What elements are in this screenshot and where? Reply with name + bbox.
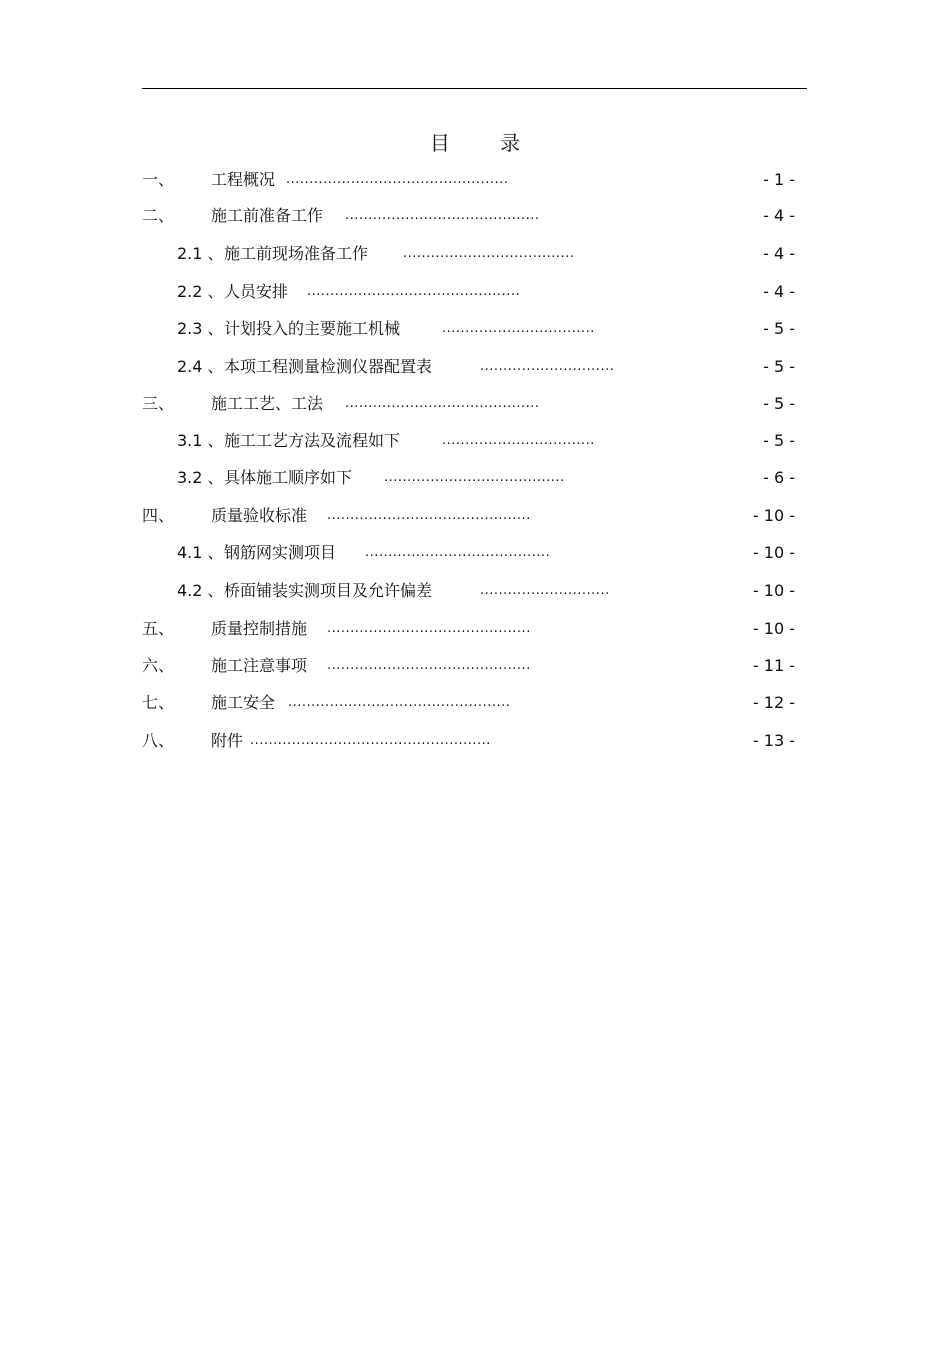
toc-entry[interactable] xyxy=(142,318,802,340)
toc-leader-dots: ................................. xyxy=(442,433,595,448)
toc-leader-dots: .............................................. xyxy=(307,284,521,299)
toc-entry-number: 八、 xyxy=(142,731,175,750)
toc-entry-number: 4.1 、 xyxy=(177,543,224,562)
toc-entry-number: 三、 xyxy=(142,394,175,413)
toc-entry-page: - 4 - xyxy=(763,282,795,301)
toc-leader-dots: .......................................... xyxy=(345,208,540,223)
toc-entry[interactable] xyxy=(142,655,802,677)
toc-entry-page: - 4 - xyxy=(763,244,795,263)
toc-entry-label: 桥面铺装实测项目及允许偏差 xyxy=(224,581,433,600)
toc-entry[interactable] xyxy=(142,730,802,752)
toc-leader-dots: ....................................... xyxy=(384,470,565,485)
toc-entry-page: - 12 - xyxy=(752,693,795,712)
toc-title: 目 录 xyxy=(429,131,543,155)
toc-entry-number: 二、 xyxy=(142,206,175,225)
toc-entry-label: 质量验收标准 xyxy=(211,506,308,525)
toc-entry-number: 2.1 、 xyxy=(177,244,224,263)
toc-entry-label: 钢筋网实测项目 xyxy=(224,543,337,562)
toc-entry-page: - 5 - xyxy=(763,319,795,338)
toc-leader-dots: ............................ xyxy=(480,583,610,598)
toc-entry-label: 工程概况 xyxy=(211,170,276,189)
toc-entry-label: 质量控制措施 xyxy=(211,619,308,638)
toc-entry[interactable] xyxy=(142,430,802,452)
toc-entry-number: 五、 xyxy=(142,619,175,638)
toc-entry-page: - 4 - xyxy=(763,206,795,225)
toc-entry-number: 3.2 、 xyxy=(177,468,224,487)
toc-entry-page: - 6 - xyxy=(763,468,795,487)
toc-leader-dots: ........................................ xyxy=(365,545,551,560)
toc-entry-page: - 13 - xyxy=(752,731,795,750)
toc-entry-label: 施工注意事项 xyxy=(211,656,308,675)
toc-leader-dots: ............................................ xyxy=(327,508,531,523)
toc-entry-page: - 5 - xyxy=(763,357,795,376)
toc-leader-dots: ................................................ xyxy=(286,172,509,187)
toc-leader-dots: ................................. xyxy=(442,321,595,336)
toc-entry-label: 具体施工顺序如下 xyxy=(224,468,353,487)
toc-entry-number: 七、 xyxy=(142,693,175,712)
toc-leader-dots: .................................................... xyxy=(250,733,491,748)
header-rule xyxy=(142,88,807,89)
toc-entry[interactable] xyxy=(142,467,802,489)
toc-entry-number: 3.1 、 xyxy=(177,431,224,450)
toc-entry-label: 施工工艺、工法 xyxy=(211,394,324,413)
toc-entry-page: - 10 - xyxy=(752,543,795,562)
toc-entry-label: 本项工程测量检测仪器配置表 xyxy=(224,357,433,376)
toc-entry-number: 4.2 、 xyxy=(177,581,224,600)
toc-entry-label: 人员安排 xyxy=(224,282,289,301)
toc-entry[interactable] xyxy=(142,580,802,602)
toc-entry[interactable] xyxy=(142,281,802,303)
toc-entry[interactable] xyxy=(142,542,802,564)
toc-entry-page: - 5 - xyxy=(763,431,795,450)
toc-entry-number: 2.2 、 xyxy=(177,282,224,301)
toc-leader-dots: ............................................ xyxy=(327,621,531,636)
toc-entry-label: 施工工艺方法及流程如下 xyxy=(224,431,401,450)
toc-leader-dots: ................................................ xyxy=(288,695,511,710)
toc-leader-dots: ..................................... xyxy=(403,246,575,261)
toc-entry-page: - 5 - xyxy=(763,394,795,413)
toc-entry-page: - 10 - xyxy=(752,581,795,600)
toc-entry-label: 施工前现场准备工作 xyxy=(224,244,369,263)
toc-entry-page: - 10 - xyxy=(752,619,795,638)
toc-entry[interactable] xyxy=(142,505,802,527)
toc-entry-label: 计划投入的主要施工机械 xyxy=(224,319,401,338)
toc-leader-dots: .......................................... xyxy=(345,396,540,411)
toc-entry-number: 四、 xyxy=(142,506,175,525)
toc-entry-number: 一、 xyxy=(142,170,175,189)
toc-leader-dots: ............................. xyxy=(480,359,615,374)
toc-entry-page: - 1 - xyxy=(763,170,795,189)
toc-entry-number: 六、 xyxy=(142,656,175,675)
toc-entry-label: 附件 xyxy=(211,731,244,750)
toc-entry-label: 施工安全 xyxy=(211,693,276,712)
toc-entry-label: 施工前准备工作 xyxy=(211,206,324,225)
toc-leader-dots: ............................................ xyxy=(327,658,531,673)
toc-entry-number: 2.3 、 xyxy=(177,319,224,338)
toc-entry[interactable] xyxy=(142,393,802,415)
toc-entry[interactable] xyxy=(142,356,802,378)
toc-entry[interactable] xyxy=(142,205,802,227)
toc-entry-page: - 10 - xyxy=(752,506,795,525)
toc-entry[interactable] xyxy=(142,169,802,191)
toc-entry-page: - 11 - xyxy=(752,656,795,675)
toc-entry[interactable] xyxy=(142,243,802,265)
toc-entry-number: 2.4 、 xyxy=(177,357,224,376)
toc-entry[interactable] xyxy=(142,618,802,640)
toc-entry[interactable] xyxy=(142,692,802,714)
